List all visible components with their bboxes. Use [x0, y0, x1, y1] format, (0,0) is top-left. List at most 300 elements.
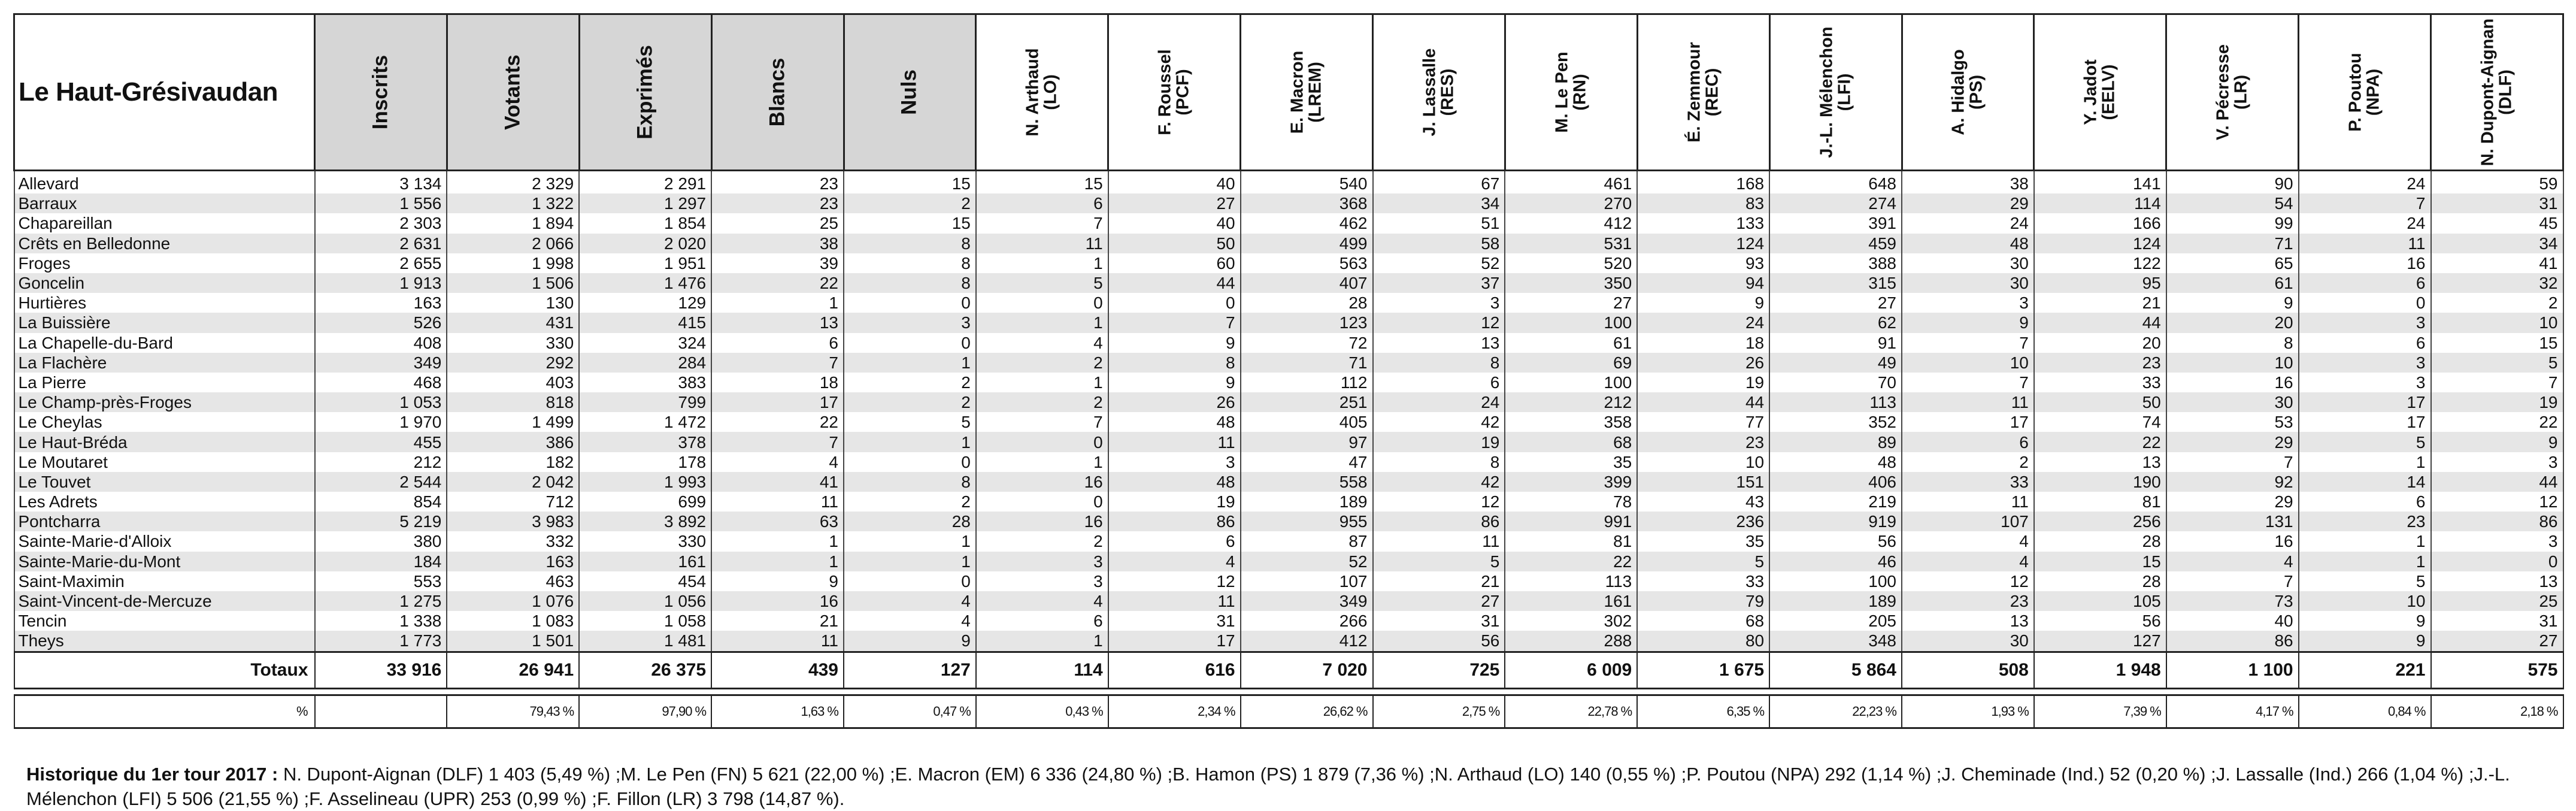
- table-cell: 100: [1505, 373, 1637, 392]
- table-cell: 46: [1769, 552, 1902, 571]
- table-cell: 50: [2034, 392, 2166, 412]
- table-cell: 37: [1373, 273, 1505, 293]
- table-cell: 68: [1637, 611, 1769, 631]
- table-cell: 454: [579, 571, 711, 591]
- table-row: [14, 512, 2563, 531]
- table-cell: 407: [1241, 273, 1373, 293]
- table-cell: 16: [2166, 373, 2299, 392]
- table-cell: 2: [844, 392, 976, 412]
- table-cell: 38: [1902, 174, 2034, 193]
- table-cell: 1 501: [447, 631, 579, 652]
- table-row: [14, 531, 2563, 551]
- table-cell: 1 058: [579, 611, 711, 631]
- candidate-header: [2299, 14, 2431, 171]
- table-cell: 315: [1769, 273, 1902, 293]
- table-cell: 7: [976, 213, 1108, 233]
- commune-name: Barraux: [14, 193, 315, 213]
- table-cell: 4: [1902, 552, 2034, 571]
- table-cell: 129: [579, 293, 711, 313]
- table-cell: 2: [2431, 293, 2563, 313]
- table-cell: 9: [844, 631, 976, 652]
- table-cell: 73: [2166, 591, 2299, 611]
- table-cell: 28: [844, 512, 976, 531]
- candidate-header: [1241, 14, 1373, 171]
- table-cell: 9: [1108, 373, 1241, 392]
- table-cell: 33: [1637, 571, 1769, 591]
- table-cell: 8: [1373, 452, 1505, 472]
- table-cell: 1: [711, 531, 844, 551]
- table-cell: 127: [2034, 631, 2166, 652]
- table-cell: 349: [315, 353, 447, 373]
- percent-cell: 0,84 %: [2299, 695, 2431, 728]
- table-cell: 22: [711, 412, 844, 432]
- table-cell: 124: [1637, 234, 1769, 253]
- percent-cell: 6,35 %: [1637, 695, 1769, 728]
- table-cell: 19: [2431, 392, 2563, 412]
- table-cell: 412: [1505, 213, 1637, 233]
- table-cell: 699: [579, 492, 711, 512]
- table-cell: 383: [579, 373, 711, 392]
- totals-row: [14, 652, 2563, 688]
- percent-cell: 0,47 %: [844, 695, 976, 728]
- candidate-party: (PCF): [1174, 69, 1193, 116]
- table-cell: 11: [1108, 432, 1241, 452]
- table-cell: 2 631: [315, 234, 447, 253]
- table-cell: 161: [579, 552, 711, 571]
- table-cell: 20: [2166, 313, 2299, 332]
- commune-name: Saint-Vincent-de-Mercuze: [14, 591, 315, 611]
- table-cell: 6: [711, 333, 844, 353]
- table-cell: 712: [447, 492, 579, 512]
- table-cell: 7: [1902, 373, 2034, 392]
- table-cell: 8: [1108, 353, 1241, 373]
- table-cell: 31: [1373, 611, 1505, 631]
- table-cell: 182: [447, 452, 579, 472]
- table-cell: 1 481: [579, 631, 711, 652]
- table-cell: 7: [2299, 193, 2431, 213]
- percent-cell: 22,78 %: [1505, 695, 1637, 728]
- table-cell: 89: [1769, 432, 1902, 452]
- table-cell: 15: [2431, 333, 2563, 353]
- table-cell: 3: [2299, 353, 2431, 373]
- candidate-header: [976, 14, 1108, 171]
- table-cell: 29: [2166, 492, 2299, 512]
- table-cell: 266: [1241, 611, 1373, 631]
- table-cell: 189: [1769, 591, 1902, 611]
- table-cell: 388: [1769, 253, 1902, 273]
- table-cell: 0: [844, 293, 976, 313]
- results-table: [13, 13, 2564, 729]
- total-cell: 575: [2431, 652, 2563, 688]
- stat-header: [315, 14, 447, 171]
- commune-name: La Buissière: [14, 313, 315, 332]
- table-cell: 18: [1637, 333, 1769, 353]
- table-cell: 77: [1637, 412, 1769, 432]
- table-cell: 1: [2299, 552, 2431, 571]
- table-cell: 15: [844, 174, 976, 193]
- table-cell: 1 970: [315, 412, 447, 432]
- table-cell: 274: [1769, 193, 1902, 213]
- table-cell: 48: [1769, 452, 1902, 472]
- percent-cell: 7,39 %: [2034, 695, 2166, 728]
- table-row: [14, 174, 2563, 193]
- table-cell: 178: [579, 452, 711, 472]
- table-row: [14, 193, 2563, 213]
- table-cell: 107: [1241, 571, 1373, 591]
- table-cell: 563: [1241, 253, 1373, 273]
- table-cell: 70: [1769, 373, 1902, 392]
- stat-header: [711, 14, 844, 171]
- table-cell: 6: [2299, 333, 2431, 353]
- table-cell: 35: [1637, 531, 1769, 551]
- table-cell: 11: [1373, 531, 1505, 551]
- table-cell: 1 056: [579, 591, 711, 611]
- table-cell: 391: [1769, 213, 1902, 233]
- table-cell: 463: [447, 571, 579, 591]
- table-cell: 3 983: [447, 512, 579, 531]
- table-cell: 24: [1902, 213, 2034, 233]
- table-cell: 99: [2166, 213, 2299, 233]
- table-row: [14, 353, 2563, 373]
- table-cell: 1: [976, 373, 1108, 392]
- table-cell: 13: [711, 313, 844, 332]
- candidate-party: (DLF): [2496, 69, 2516, 115]
- commune-name: Froges: [14, 253, 315, 273]
- total-cell: 26 375: [579, 652, 711, 688]
- table-cell: 22: [1505, 552, 1637, 571]
- table-cell: 131: [2166, 512, 2299, 531]
- table-cell: 330: [447, 333, 579, 353]
- table-cell: 2: [976, 353, 1108, 373]
- commune-name: Theys: [14, 631, 315, 652]
- table-cell: 11: [711, 492, 844, 512]
- commune-name: Allevard: [14, 174, 315, 193]
- percent-cell: 97,90 %: [579, 695, 711, 728]
- table-cell: 91: [1769, 333, 1902, 353]
- table-row: [14, 253, 2563, 273]
- table-cell: 113: [1769, 392, 1902, 412]
- table-cell: 24: [1637, 313, 1769, 332]
- table-cell: 27: [1769, 293, 1902, 313]
- table-cell: 41: [2431, 253, 2563, 273]
- table-cell: 1: [2299, 531, 2431, 551]
- table-cell: 17: [711, 392, 844, 412]
- table-cell: 12: [1902, 571, 2034, 591]
- table-cell: 1 499: [447, 412, 579, 432]
- table-cell: 1: [844, 531, 976, 551]
- commune-name: Saint-Maximin: [14, 571, 315, 591]
- table-cell: 23: [711, 174, 844, 193]
- table-cell: 34: [1373, 193, 1505, 213]
- percent-row: [14, 695, 2563, 728]
- table-cell: 2 544: [315, 472, 447, 492]
- commune-name: La Flachère: [14, 353, 315, 373]
- table-cell: 236: [1637, 512, 1769, 531]
- table-cell: 30: [2166, 392, 2299, 412]
- table-cell: 3: [2299, 313, 2431, 332]
- table-cell: 3: [2299, 373, 2431, 392]
- table-cell: 35: [1505, 452, 1637, 472]
- table-cell: 26: [1108, 392, 1241, 412]
- table-cell: 7: [1108, 313, 1241, 332]
- commune-name: Crêts en Belledonne: [14, 234, 315, 253]
- candidate-header: [2431, 14, 2563, 171]
- table-cell: 1: [844, 552, 976, 571]
- table-cell: 60: [1108, 253, 1241, 273]
- table-cell: 33: [2034, 373, 2166, 392]
- total-cell: 1 100: [2166, 652, 2299, 688]
- commune-name: Sainte-Marie-d'Alloix: [14, 531, 315, 551]
- table-cell: 184: [315, 552, 447, 571]
- table-cell: 1 506: [447, 273, 579, 293]
- table-cell: 12: [1373, 492, 1505, 512]
- table-cell: 13: [1373, 333, 1505, 353]
- table-cell: 0: [844, 571, 976, 591]
- table-cell: 1: [844, 432, 976, 452]
- table-cell: 23: [1902, 591, 2034, 611]
- history-label: Historique du 1er tour 2017 :: [26, 764, 278, 785]
- table-cell: 399: [1505, 472, 1637, 492]
- table-cell: 3: [976, 571, 1108, 591]
- total-cell: 1 948: [2034, 652, 2166, 688]
- table-cell: 16: [976, 512, 1108, 531]
- table-cell: 65: [2166, 253, 2299, 273]
- table-cell: 292: [447, 353, 579, 373]
- table-cell: 955: [1241, 512, 1373, 531]
- table-cell: 42: [1373, 412, 1505, 432]
- table-cell: 854: [315, 492, 447, 512]
- table-cell: 348: [1769, 631, 1902, 652]
- candidate-party: (LR): [2232, 75, 2251, 110]
- table-cell: 25: [711, 213, 844, 233]
- table-cell: 1: [976, 313, 1108, 332]
- results-table-container: [13, 13, 2564, 809]
- table-cell: 1: [2299, 452, 2431, 472]
- candidate-name: A. Hidalgo: [1949, 49, 1968, 135]
- table-cell: 21: [2034, 293, 2166, 313]
- table-cell: 56: [1373, 631, 1505, 652]
- table-cell: 30: [1902, 273, 2034, 293]
- table-cell: 54: [2166, 193, 2299, 213]
- table-row: [14, 432, 2563, 452]
- table-cell: 15: [2034, 552, 2166, 571]
- table-cell: 61: [2166, 273, 2299, 293]
- commune-name: Sainte-Marie-du-Mont: [14, 552, 315, 571]
- percent-cell: 1,63 %: [711, 695, 844, 728]
- table-cell: 27: [1108, 193, 1241, 213]
- table-cell: 124: [2034, 234, 2166, 253]
- table-row: [14, 273, 2563, 293]
- table-cell: 19: [1108, 492, 1241, 512]
- table-cell: 5 219: [315, 512, 447, 531]
- table-cell: 48: [1108, 472, 1241, 492]
- table-cell: 23: [711, 193, 844, 213]
- commune-name: Le Haut-Bréda: [14, 432, 315, 452]
- table-cell: 22: [2034, 432, 2166, 452]
- commune-name: Les Adrets: [14, 492, 315, 512]
- table-cell: 13: [2034, 452, 2166, 472]
- table-cell: 5: [1373, 552, 1505, 571]
- table-cell: 1 297: [579, 193, 711, 213]
- table-row: [14, 492, 2563, 512]
- table-cell: 9: [2431, 432, 2563, 452]
- table-cell: 7: [2166, 452, 2299, 472]
- table-cell: 0: [2299, 293, 2431, 313]
- table-cell: 1: [976, 631, 1108, 652]
- table-cell: 123: [1241, 313, 1373, 332]
- candidate-header: [1505, 14, 1637, 171]
- table-cell: 24: [1373, 392, 1505, 412]
- table-cell: 48: [1902, 234, 2034, 253]
- table-cell: 330: [579, 531, 711, 551]
- total-cell: 508: [1902, 652, 2034, 688]
- table-cell: 368: [1241, 193, 1373, 213]
- table-cell: 13: [1902, 611, 2034, 631]
- percent-label: %: [14, 695, 315, 728]
- table-cell: 48: [1108, 412, 1241, 432]
- stat-header-label: Nuls: [898, 69, 922, 115]
- table-cell: 95: [2034, 273, 2166, 293]
- table-row: [14, 631, 2563, 652]
- table-cell: 16: [2299, 253, 2431, 273]
- table-cell: 358: [1505, 412, 1637, 432]
- table-cell: 408: [315, 333, 447, 353]
- table-cell: 1 913: [315, 273, 447, 293]
- table-cell: 62: [1769, 313, 1902, 332]
- table-cell: 50: [1108, 234, 1241, 253]
- table-row: [14, 313, 2563, 332]
- table-cell: 14: [2299, 472, 2431, 492]
- table-cell: 69: [1505, 353, 1637, 373]
- percent-cell: 0,43 %: [976, 695, 1108, 728]
- table-cell: 8: [844, 234, 976, 253]
- table-cell: 22: [2431, 412, 2563, 432]
- table-cell: 3: [1902, 293, 2034, 313]
- table-cell: 219: [1769, 492, 1902, 512]
- table-cell: 133: [1637, 213, 1769, 233]
- table-cell: 107: [1902, 512, 2034, 531]
- table-cell: 71: [1241, 353, 1373, 373]
- table-cell: 7: [2166, 571, 2299, 591]
- table-cell: 22: [711, 273, 844, 293]
- table-cell: 1: [976, 452, 1108, 472]
- table-cell: 19: [1373, 432, 1505, 452]
- candidate-name: É. Zemmour: [1684, 42, 1704, 143]
- table-cell: 71: [2166, 234, 2299, 253]
- stat-header-label: Exprimés: [633, 45, 657, 140]
- candidate-party: (LFI): [1835, 73, 1854, 111]
- table-cell: 19: [1637, 373, 1769, 392]
- percent-cell: 22,23 %: [1769, 695, 1902, 728]
- table-row: [14, 452, 2563, 472]
- table-cell: 10: [1902, 353, 2034, 373]
- table-cell: 52: [1241, 552, 1373, 571]
- stat-header: [447, 14, 579, 171]
- table-cell: 163: [447, 552, 579, 571]
- table-cell: 90: [2166, 174, 2299, 193]
- table-cell: 6: [1108, 531, 1241, 551]
- table-cell: 9: [1902, 313, 2034, 332]
- percent-cell: [315, 695, 447, 728]
- candidate-party: (NPA): [2364, 68, 2384, 116]
- stat-header-label: Votants: [501, 55, 525, 130]
- table-cell: 21: [711, 611, 844, 631]
- table-cell: 32: [2431, 273, 2563, 293]
- table-cell: 0: [844, 333, 976, 353]
- table-cell: 28: [2034, 571, 2166, 591]
- table-row: [14, 591, 2563, 611]
- total-cell: 6 009: [1505, 652, 1637, 688]
- candidate-header: [2166, 14, 2299, 171]
- table-cell: 5: [976, 273, 1108, 293]
- table-cell: 17: [1902, 412, 2034, 432]
- table-cell: 0: [1108, 293, 1241, 313]
- table-cell: 461: [1505, 174, 1637, 193]
- table-cell: 4: [976, 333, 1108, 353]
- table-cell: 1 854: [579, 213, 711, 233]
- table-cell: 526: [315, 313, 447, 332]
- table-cell: 1 083: [447, 611, 579, 631]
- table-cell: 405: [1241, 412, 1373, 432]
- commune-name: Chapareillan: [14, 213, 315, 233]
- table-cell: 7: [711, 432, 844, 452]
- table-row: [14, 213, 2563, 233]
- table-cell: 49: [1769, 353, 1902, 373]
- table-cell: 26: [1637, 353, 1769, 373]
- percent-cell: 2,75 %: [1373, 695, 1505, 728]
- candidate-party: (LO): [1041, 74, 1061, 110]
- table-cell: 78: [1505, 492, 1637, 512]
- table-cell: 648: [1769, 174, 1902, 193]
- candidate-name: M. Le Pen: [1552, 52, 1572, 133]
- total-cell: 7 020: [1241, 652, 1373, 688]
- table-cell: 27: [2431, 631, 2563, 652]
- table-cell: 59: [2431, 174, 2563, 193]
- percent-cell: 2,34 %: [1108, 695, 1241, 728]
- table-cell: 100: [1505, 313, 1637, 332]
- table-cell: 15: [976, 174, 1108, 193]
- table-cell: 112: [1241, 373, 1373, 392]
- candidate-header: [1902, 14, 2034, 171]
- table-cell: 5: [2431, 353, 2563, 373]
- header-row: [14, 14, 2563, 171]
- table-cell: 44: [1108, 273, 1241, 293]
- history-note: [26, 762, 2576, 811]
- results-body: [14, 171, 2563, 728]
- table-cell: 11: [2299, 234, 2431, 253]
- table-cell: 1 998: [447, 253, 579, 273]
- percent-cell: 4,17 %: [2166, 695, 2299, 728]
- table-cell: 31: [1108, 611, 1241, 631]
- table-cell: 92: [2166, 472, 2299, 492]
- table-cell: 350: [1505, 273, 1637, 293]
- table-cell: 2: [844, 492, 976, 512]
- table-cell: 455: [315, 432, 447, 452]
- table-cell: 113: [1505, 571, 1637, 591]
- table-cell: 9: [1108, 333, 1241, 353]
- table-cell: 4: [711, 452, 844, 472]
- percent-cell: 2,18 %: [2431, 695, 2563, 728]
- table-cell: 251: [1241, 392, 1373, 412]
- table-cell: 11: [976, 234, 1108, 253]
- table-cell: 9: [2166, 293, 2299, 313]
- table-cell: 1 053: [315, 392, 447, 412]
- table-cell: 56: [2034, 611, 2166, 631]
- table-cell: 17: [2299, 392, 2431, 412]
- table-cell: 403: [447, 373, 579, 392]
- table-cell: 5: [2299, 571, 2431, 591]
- table-cell: 141: [2034, 174, 2166, 193]
